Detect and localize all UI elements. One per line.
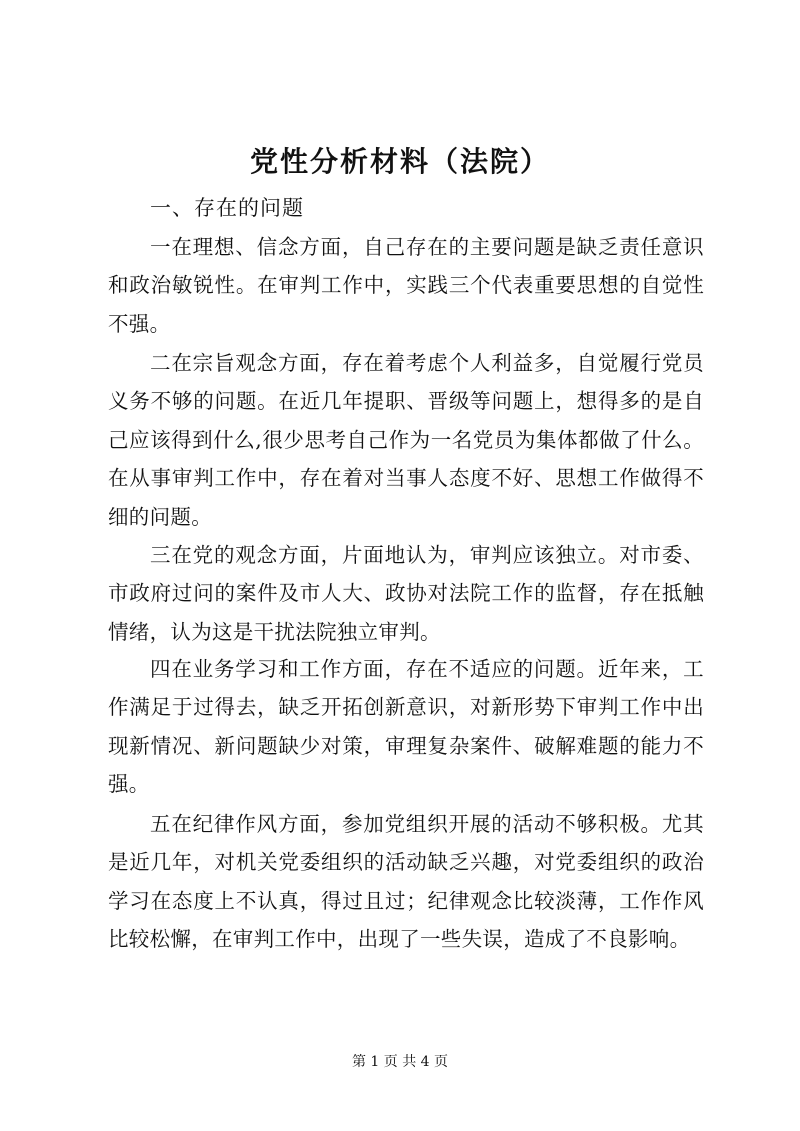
paragraph-3: 三在党的观念方面，片面地认为，审判应该独立。对市委、市政府过问的案件及市人大、政协对法院工作的监督，存在抵触情绪，认为这是干扰法院独立审判。 xyxy=(108,543,704,644)
document-title: 党性分析材料（法院） xyxy=(249,145,550,178)
page-footer: 第 1 页 共 4 页 xyxy=(351,1054,449,1070)
section-heading: 一、存在的问题 xyxy=(150,196,304,220)
paragraph-4: 四在业务学习和工作方面，存在不适应的问题。近年来，工作满足于过得去，缺乏开拓创新意识，对新形势下审判工作中出现新情况、新问题缺少对策，审理复杂案件、破解难题的能力不强。 xyxy=(108,657,704,797)
paragraph-1: 一在理想、信念方面，自己存在的主要问题是缺乏责任意识和政治敏锐性。在审判工作中，实践三个代表重要思想的自觉性不强。 xyxy=(108,235,704,336)
paragraph-2: 二在宗旨观念方面，存在着考虑个人利益多，自觉履行党员义务不够的问题。在近几年提职、晋级等问题上，想得多的是自己应该得到什么,很少思考自己作为一名党员为集体都做了什么。在从事审判工作中，存在着对当事人态度不好、思想工作做得不细的问题。 xyxy=(108,351,704,529)
paragraph-5: 五在纪律作风方面，参加党组织开展的活动不够积极。尤其是近几年，对机关党委组织的活动缺乏兴趣，对党委组织的政治学习在态度上不认真，得过且过；纪律观念比较淡薄，工作作风比较松懈，在审判工作中，出现了一些失误，造成了不良影响。 xyxy=(108,812,704,952)
